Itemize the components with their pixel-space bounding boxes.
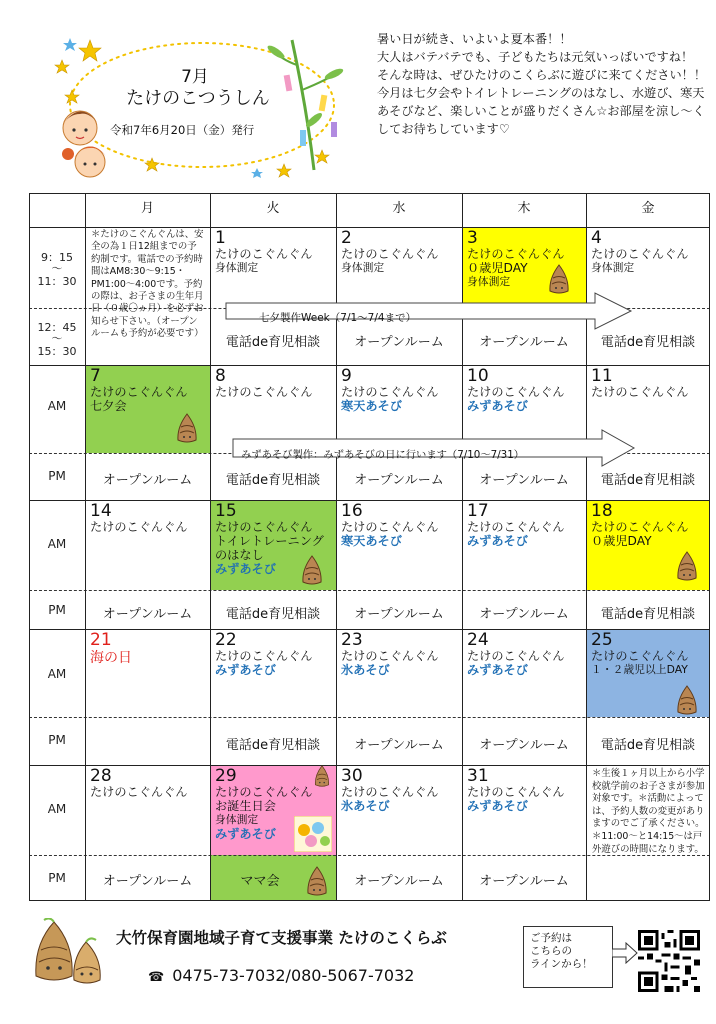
day-event: 身体測定: [591, 261, 635, 274]
day-cell-31: [462, 765, 586, 813]
pm-event: オープンルーム: [479, 607, 569, 622]
am-label: AM: [47, 667, 67, 681]
day-number: 23: [341, 630, 363, 650]
day-event: 身体測定: [341, 261, 385, 274]
line-qr-code[interactable]: [638, 930, 700, 992]
day-event: たけのこぐんぐん: [467, 785, 565, 799]
day-event: たけのこぐんぐん: [591, 385, 689, 399]
day-cell-24: [462, 629, 586, 677]
day-event: たけのこぐんぐん: [341, 785, 439, 799]
birthday-illustration: [294, 816, 332, 852]
day-event: 身体測定: [215, 261, 259, 274]
day-number: 14: [90, 501, 112, 521]
day-event: たけのこぐんぐん: [467, 649, 565, 663]
day-cell-23: [336, 629, 462, 677]
day-event: トイレトレーニング: [215, 534, 324, 548]
holiday-name: 海の日: [90, 650, 132, 666]
day-number: 15: [215, 501, 237, 521]
pm-label: PM: [48, 469, 66, 483]
day-number: 3: [467, 228, 478, 248]
reservation-note: ＊たけのこぐんぐんは、安全の為１日12組までの予約制です。電話での予約時間はAM8:30〜9:15・PM1:00〜4:00です。予約の際は、お子さまの生年月日（０歳〇ヵ月）を必ずお知らせ下さい。（オープンルームも予約が必要です）: [91, 229, 204, 340]
phone-icon: ☎: [148, 970, 165, 985]
day-event: みずあそび: [215, 827, 276, 841]
bamboo-shoot-icon: [305, 866, 329, 896]
day-event: 氷あそび: [341, 663, 390, 677]
day-number: 21: [90, 630, 112, 650]
time-text: 9：15: [41, 251, 73, 264]
bamboo-shoot-icon: [313, 765, 331, 787]
day-cell-16: [336, 500, 462, 548]
day-cell-9: [336, 365, 462, 413]
day-cell-1: [210, 227, 336, 275]
am-label: AM: [47, 537, 67, 551]
pm-event: 電話de育児相談: [225, 473, 321, 488]
pm-event: 電話de育児相談: [225, 335, 321, 350]
day-number: 29: [215, 766, 237, 786]
bamboo-shoot-mascot-icon: [30, 918, 108, 984]
day-event: みずあそび: [215, 562, 276, 576]
day-number: 2: [341, 228, 352, 248]
day-cell-8: [210, 365, 336, 399]
pm-event: オープンルーム: [102, 874, 193, 889]
day-event: たけのこぐんぐん: [215, 247, 313, 261]
day-event: ０歳児DAY: [591, 534, 652, 548]
bamboo-shoot-icon: [300, 555, 324, 585]
arrow-right-icon: [612, 942, 638, 964]
day-number: 24: [467, 630, 489, 650]
time-text: 〜: [51, 332, 63, 345]
bamboo-shoot-icon: [675, 551, 699, 581]
day-number: 7: [90, 366, 101, 386]
time-text: 〜: [51, 262, 63, 275]
phone-number: 0475-73-7032/080-5067-7032: [172, 966, 415, 985]
pm-event: オープンルーム: [354, 607, 444, 622]
day-cell-21-holiday: [85, 629, 210, 667]
pm-label: PM: [48, 733, 66, 747]
bamboo-shoot-icon: [547, 264, 571, 294]
pm-event: オープンルーム: [479, 335, 569, 350]
intro-line: そんな時は、ぜひたけのこくらぶに遊びに来てください！！: [377, 68, 707, 82]
day-event: たけのこぐんぐん: [467, 520, 565, 534]
day-event: たけのこぐんぐん: [90, 520, 188, 534]
day-event: たけのこぐんぐん: [341, 649, 439, 663]
time-text: 15：30: [37, 345, 77, 358]
day-event: 身体測定: [467, 275, 511, 288]
day-event: たけのこぐんぐん: [215, 385, 313, 399]
issue-date: 令和7年6月20日（金）発行: [110, 123, 255, 137]
day-cell-25: [586, 629, 710, 677]
day-event: たけのこぐんぐん: [591, 247, 689, 261]
pm-label: PM: [48, 871, 66, 885]
day-event: 寒天あそび: [341, 399, 402, 413]
newsletter-title: たけのこつうしん: [126, 88, 270, 109]
day-event: たけのこぐんぐん: [341, 247, 439, 261]
booking-text: ご予約は: [530, 932, 572, 944]
day-event: 身体測定: [215, 813, 259, 826]
day-event: ０歳児DAY: [467, 261, 528, 275]
day-event: のはなし: [215, 548, 264, 562]
booking-callout: [523, 926, 613, 988]
day-event: みずあそび: [215, 663, 276, 677]
phone-line: [148, 966, 414, 985]
day-event: たけのこぐんぐん: [591, 520, 689, 534]
pm-label: PM: [48, 603, 66, 617]
day-number: 25: [591, 630, 613, 650]
day-event: 寒天あそび: [341, 534, 402, 548]
day-event: １・２歳児以上DAY: [591, 663, 688, 676]
weekday-thu: 木: [517, 201, 531, 216]
day-number: 30: [341, 766, 363, 786]
bamboo-shoot-icon: [175, 413, 199, 443]
day-event: たけのこぐんぐん: [215, 785, 313, 799]
day-cell-14: [85, 500, 210, 534]
time-slot-pm: [29, 319, 85, 359]
day-number: 18: [591, 501, 613, 521]
time-text: 12：45: [37, 321, 77, 334]
intro-line: 今月は七夕会やトイレトレーニングのはなし、水遊び、寒天あそびなど、楽しいことが盛りだくさん☆お部屋を涼し〜くしてお待ちしています♡: [377, 86, 705, 136]
day-cell-22: [210, 629, 336, 677]
day-cell-10: [462, 365, 586, 413]
day-event: たけのこぐんぐん: [341, 385, 439, 399]
eligibility-note: ＊生後１ヶ月以上から小学校就学前のお子さまが参加対象です。＊活動によっては、予約人数の変更がありますのでご了承ください。＊11:00〜と14:15〜は戸外遊びの時間になります。: [592, 768, 705, 855]
day-event: みずあそび: [467, 534, 528, 548]
pm-event: 電話de育児相談: [600, 473, 696, 488]
pm-event: オープンルーム: [479, 738, 569, 753]
pm-event: オープンルーム: [354, 738, 444, 753]
organization-name: 大竹保育園地域子育て支援事業 たけのこくらぶ: [116, 929, 447, 947]
pm-event: オープンルーム: [102, 607, 193, 622]
day-cell-2: [336, 227, 462, 275]
day-event: みずあそび: [467, 663, 528, 677]
day-cell-18: [586, 500, 710, 548]
pm-event: 電話de育児相談: [600, 335, 696, 350]
day-cell-17: [462, 500, 586, 548]
pm-event: オープンルーム: [354, 874, 444, 889]
pm-event: ママ会: [240, 874, 280, 889]
day-number: 28: [90, 766, 112, 786]
pm-event: 電話de育児相談: [600, 738, 696, 753]
time-slot-am: [29, 249, 85, 289]
pm-event: オープンルーム: [354, 335, 444, 350]
day-cell-4: [586, 227, 710, 275]
time-text: 11：30: [37, 275, 77, 288]
weekday-fri: 金: [641, 201, 655, 216]
arrow-label: みずあそび製作：みずあそびの日に行います（7/10〜7/31）: [241, 449, 525, 461]
day-number: 17: [467, 501, 489, 521]
day-cell-30: [336, 765, 462, 813]
intro-message: [377, 30, 709, 138]
pm-event: オープンルーム: [354, 473, 444, 488]
pm-event: 電話de育児相談: [225, 607, 321, 622]
day-cell-28: [85, 765, 210, 799]
day-event: 氷あそび: [341, 799, 390, 813]
weekday-tue: 火: [266, 201, 280, 216]
day-event: たけのこぐんぐん: [591, 649, 689, 663]
day-event: みずあそび: [467, 399, 528, 413]
day-number: 16: [341, 501, 363, 521]
bamboo-shoot-icon: [675, 685, 699, 715]
day-number: 8: [215, 366, 226, 386]
pm-event: 電話de育児相談: [600, 607, 696, 622]
intro-line: 暑い日が続き、いよいよ夏本番！！: [377, 32, 572, 46]
intro-line: 大人はバテバテでも、子どもたちは元気いっぱいですね！: [377, 50, 694, 64]
day-event: たけのこぐんぐん: [90, 385, 188, 399]
day-number: 31: [467, 766, 489, 786]
day-event: たけのこぐんぐん: [341, 520, 439, 534]
pm-event: オープンルーム: [479, 473, 569, 488]
day-number: 22: [215, 630, 237, 650]
day-number: 10: [467, 366, 489, 386]
day-number: 4: [591, 228, 602, 248]
day-event: お誕生日会: [215, 799, 276, 813]
booking-text: こちらの: [530, 945, 572, 957]
day-event: 七夕会: [90, 399, 127, 413]
booking-text: ラインから！: [530, 958, 593, 970]
pm-event: オープンルーム: [479, 874, 569, 889]
am-label: AM: [47, 802, 67, 816]
weekday-wed: 水: [392, 201, 406, 216]
arrow-label: 七夕製作Week（7/1〜7/4まで）: [259, 312, 417, 324]
pm-event: 電話de育児相談: [225, 738, 321, 753]
day-event: たけのこぐんぐん: [467, 247, 565, 261]
am-label: AM: [47, 399, 67, 413]
day-event: たけのこぐんぐん: [90, 785, 188, 799]
weekday-mon: 月: [140, 201, 154, 216]
day-number: 9: [341, 366, 352, 386]
day-event: たけのこぐんぐん: [215, 520, 313, 534]
day-event: たけのこぐんぐん: [467, 385, 565, 399]
calendar-table: [29, 193, 710, 901]
pm-event: オープンルーム: [102, 473, 193, 488]
day-number: 11: [591, 366, 613, 386]
day-event: みずあそび: [467, 799, 528, 813]
day-number: 1: [215, 228, 226, 248]
day-cell-11: [586, 365, 710, 399]
newsletter-month: 7月: [181, 67, 209, 87]
day-cell-7: [85, 365, 210, 413]
day-event: たけのこぐんぐん: [215, 649, 313, 663]
